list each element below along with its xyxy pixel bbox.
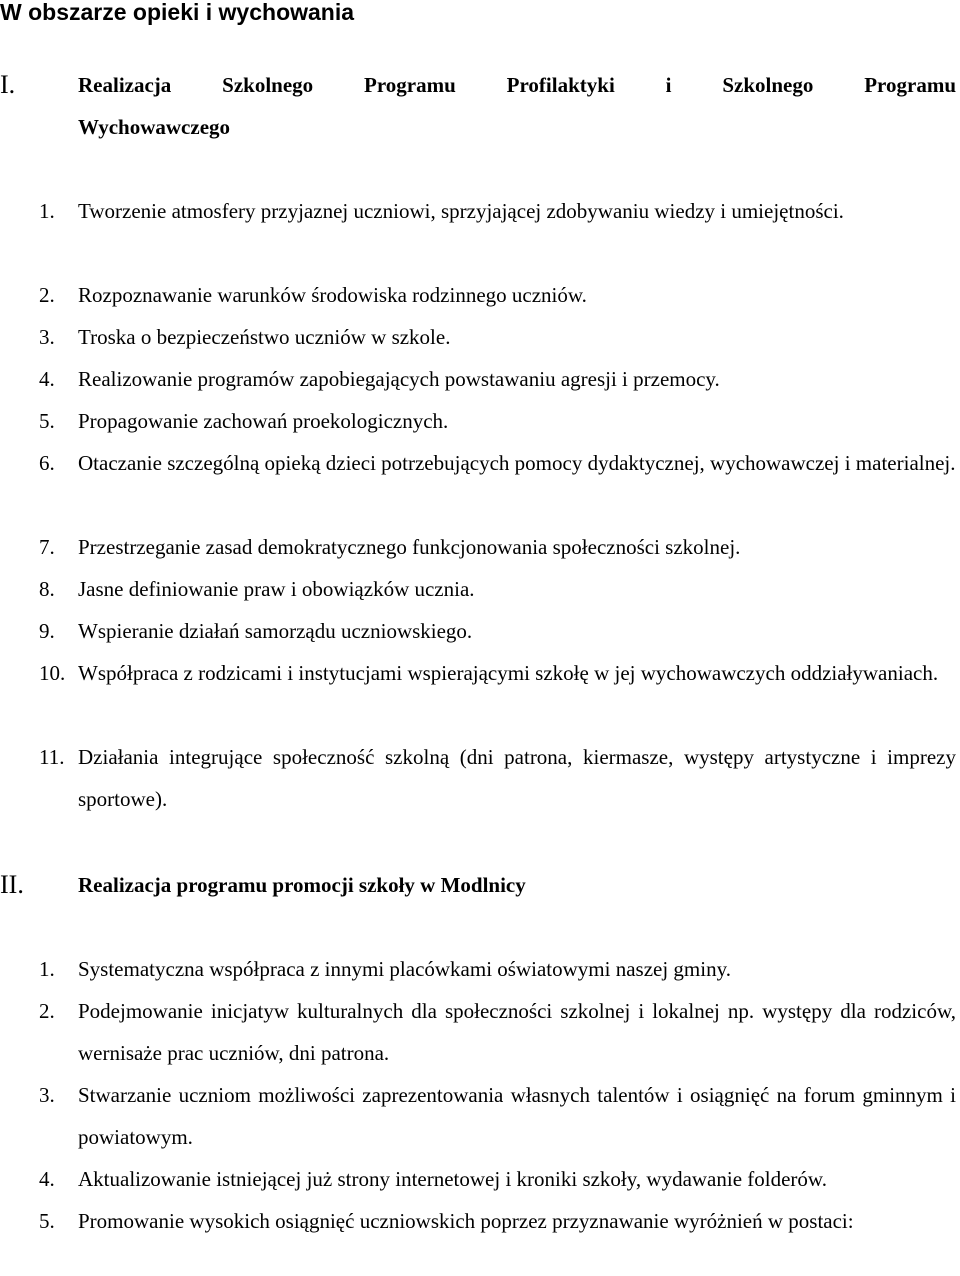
list-item-number: 6. [39, 451, 55, 475]
list-item-number: 2. [39, 999, 55, 1023]
list-item-number: 7. [39, 535, 55, 559]
list-item-number: 10. [39, 661, 66, 685]
list-item-number: 5. [39, 409, 55, 433]
list-item: Współpraca z rodzicami i instytucjami wspierającymi szkołę w jej wychowawczych oddziaływaniach. [78, 661, 939, 685]
page-title: W obszarze opieki i wychowania [0, 0, 355, 25]
section-title: Realizacja programu promocji szkoły w Modlnicy [78, 873, 526, 897]
list-item: Promowanie wysokich osiągnięć uczniowskich poprzez przyznawanie wyróżnień w postaci: [78, 1209, 854, 1233]
list-item-number: 9. [39, 619, 55, 643]
section-number: II. [0, 870, 24, 899]
list-item: Rozpoznawanie warunków środowiska rodzinnego uczniów. [78, 283, 587, 307]
section-title-continued: Wychowawczego [78, 115, 231, 139]
list-item-number: 5. [39, 1209, 55, 1233]
list-item: Przestrzeganie zasad demokratycznego funkcjonowania społeczności szkolnej. [78, 535, 741, 559]
list-item-number: 3. [39, 1083, 55, 1107]
list-item-number: 11. [39, 745, 65, 769]
list-item: Podejmowanie inicjatyw kulturalnych dla społeczności szkolnej i lokalnej np. występy dla rodziców, wernisaże prac uczniów, dni patrona. [78, 999, 956, 1065]
list-item-number: 4. [39, 367, 55, 391]
section-number: I. [0, 70, 16, 99]
list-item: Troska o bezpieczeństwo uczniów w szkole. [78, 325, 451, 349]
list-item: Tworzenie atmosfery przyjaznej uczniowi, sprzyjającej zdobywaniu wiedzy i umiejętności. [78, 199, 844, 223]
list-item-number: 1. [39, 957, 55, 981]
list-item: Działania integrujące społeczność szkolną (dni patrona, kiermasze, występy artystyczne i imprezy sportowe). [78, 745, 956, 811]
list-item: Otaczanie szczególną opieką dzieci potrzebujących pomocy dydaktycznej, wychowawczej i materialnej. [78, 451, 956, 475]
list-item: Wspieranie działań samorządu uczniowskiego. [78, 619, 473, 643]
list-item: Jasne definiowanie praw i obowiązków ucznia. [78, 577, 475, 601]
list-item: Systematyczna współpraca z innymi placówkami oświatowymi naszej gminy. [78, 957, 731, 981]
list-item: Stwarzanie uczniom możliwości zaprezentowania własnych talentów i osiągnięć na forum gminnym i powiatowym. [78, 1083, 956, 1149]
list-item: Propagowanie zachowań proekologicznych. [78, 409, 449, 433]
list-item-number: 3. [39, 325, 55, 349]
list-item-number: 1. [39, 199, 55, 223]
list-item: Aktualizowanie istniejącej już strony internetowej i kroniki szkoły, wydawanie folderów. [78, 1167, 827, 1191]
section-title: Realizacja Szkolnego Programu Profilaktyki i Szkolnego Programu [78, 73, 956, 97]
list-item-number: 4. [39, 1167, 55, 1191]
list-item: Realizowanie programów zapobiegających powstawaniu agresji i przemocy. [78, 367, 720, 391]
list-item-number: 8. [39, 577, 55, 601]
list-item-number: 2. [39, 283, 55, 307]
